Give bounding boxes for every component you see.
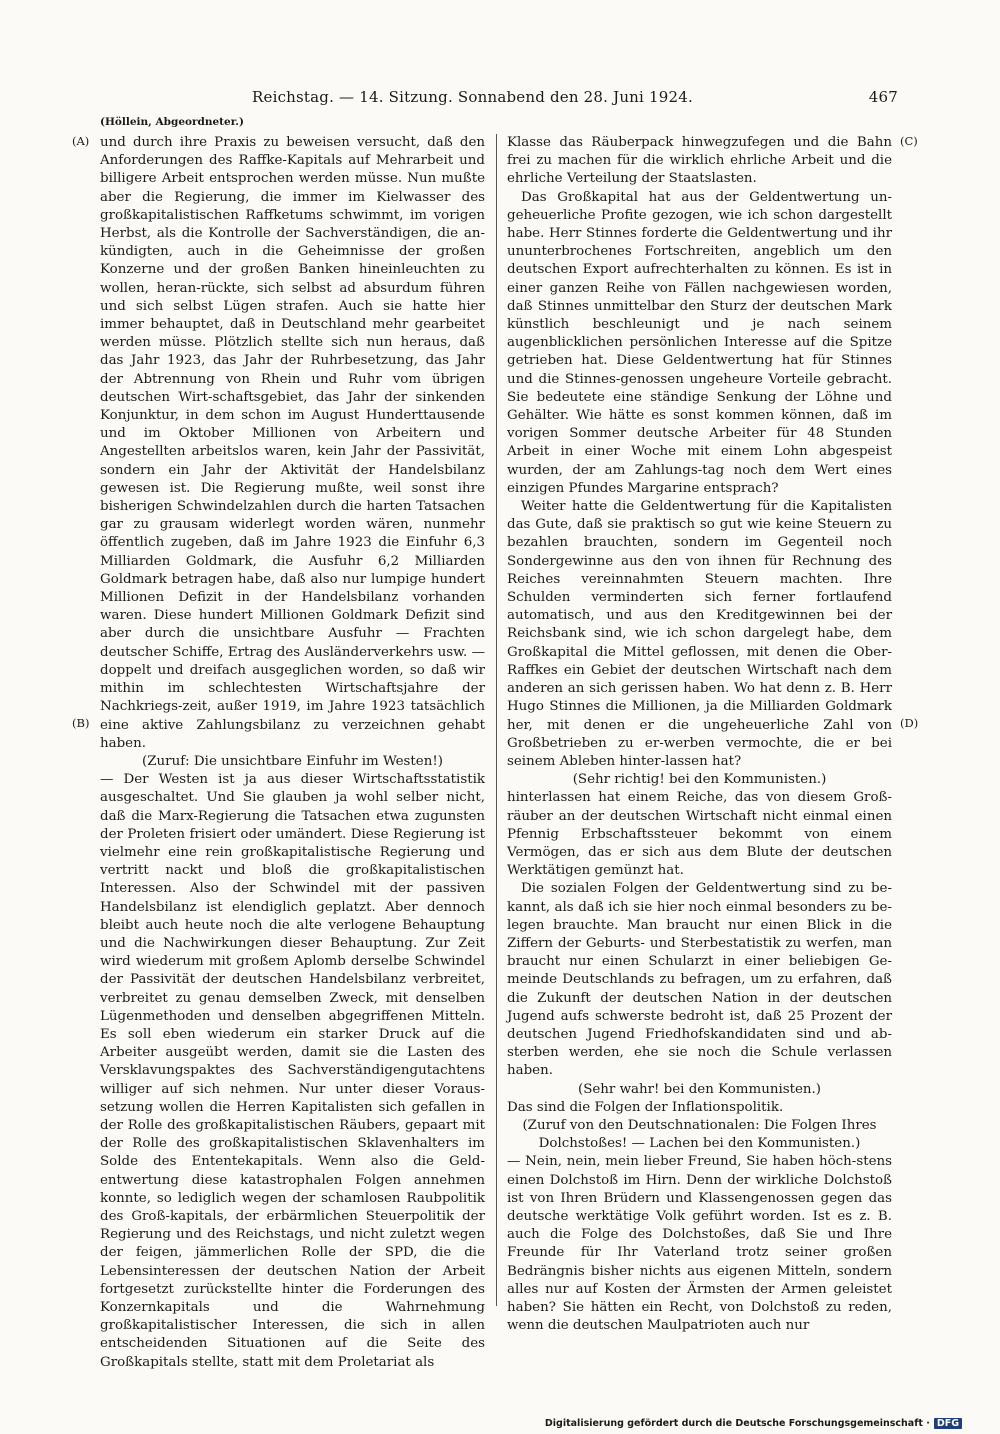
interjection: (Zuruf: Die unsichtbare Einfuhr im Westen!) <box>142 753 443 769</box>
margin-mark-a: (A) <box>72 134 90 148</box>
running-header <box>100 88 898 108</box>
paragraph: — Der Westen ist ja aus dieser Wirtschaftsstatistik ausgeschaltet. Und Sie glauben ja wohl selber nicht, daß die Marx-Regierung die Tatsachen etwa zugunsten der Proleten frisiert oder umändert. Diese Regierung ist vielmehr eine rein großkapitalistische Regierung und vertritt nackt und bloß die großkapitalistischen Interessen. Also der Schwindel mit der passiven Handelsbilanz ist elendiglich geplatzt. Aber dennoch bleibt auch heute noch die alte verlogene Behauptung und die Nachwirkungen dieser Behauptung. Zur Zeit wird wiederum mit großem Aplomb derselbe Schwindel der Passivität der deutschen Handelsbilanz verbreitet, verbreitet zu genau demselben Zweck, mit denselben Lügenmethoden und denselben abgegriffenen Mitteln. Es soll eben wiederum ein starker Druck auf die Arbeiter ausgeübt werden, damit sie die Lasten des Versklavungspaktes des Sachverständigengutachtens williger auf sich nehmen. Nur unter dieser Voraus-setzung wollen die Herren Kapitalisten sich gefallen in der Rolle des großkapitalistischen Räubers, gepaart mit der Rolle des großkapitalistischen Sklavenhalters im Solde des Ententekapitals. Wenn also die Geld-entwertung diese katastrophalen Folgen annehmen konnte, so lediglich wegen der schamlosen Raubpolitik des Groß-kapitals, der erbärmlichen Steuerpolitik der Regierung und des Reichstags, und nicht zuletzt wegen der feigen, jämmerlichen Rolle der SPD, die die Lebensinteressen der deutschen Nation der Arbeit fortgesetzt zurückstellte hinter die Forderungen des Konzernkapitals und die Wahrnehmung großkapitalistischer Interessen, die sich in allen entscheidenden Situationen auf die Seite des Großkapitals stellte, statt mit dem Proletariat als <box>100 772 485 1370</box>
interjection: (Sehr richtig! bei den Kommunisten.) <box>572 772 827 788</box>
paragraph: Das Großkapital hat aus der Geldentwertung un-geheuerliche Profite gezogen, wie ich schon dargestellt habe. Herr Stinnes forderte die Geldentwertung und ihr ununterbrochenes Fortschreiten, angeblich um den deutschen Export aufrechterhalten zu können. Es ist in einer ganzen Reihe von Fällen nachgewiesen worden, daß Stinnes unmittelbar den Sturz der deutschen Mark künstlich beschleunigt und je nach seinem augenblicklichen persönlichen Interesse auf die Spitze getrieben hat. Diese Geldentwertung hat für Stinnes und die Stinnes-genossen ungeheure Vorteile gebracht. Sie bedeutete eine ständige Senkung der Löhne und Gehälter. Wie hätte es sonst kommen können, daß im vorigen Sommer deutsche Arbeiter für 48 Stunden Arbeit in einer Woche mit einem Lohn abgespeist wurden, der am Zahlungs-tag noch dem Wert eines einzigen Pfundes Margarine entsprach? <box>507 189 892 496</box>
interjection: (Zuruf von den Deutschnationalen: Die Folgen Ihres Dolchstoßes! — Lachen bei den Kommunisten.) <box>522 1117 877 1152</box>
page-number: 467 <box>868 88 898 106</box>
paragraph: Das sind die Folgen der Inflationspolitik. <box>507 1099 784 1115</box>
paragraph: Klasse das Räuberpack hinwegzufegen und die Bahn frei zu machen für die wirklich ehrliche Arbeit und die ehrliche Verteilung der Staatslasten. <box>507 135 892 187</box>
left-column <box>100 134 485 1372</box>
credit-text: Digitalisierung gefördert durch die Deutsche Forschungsgemeinschaft · <box>544 1418 930 1429</box>
dfg-logo: DFG <box>934 1418 962 1429</box>
paragraph: und durch ihre Praxis zu beweisen versucht, daß den Anforderungen des Raffke-Kapitals auf Mehrarbeit und billigere Arbeit entsprochen werden müsse. Nun mußte aber die Regierung, die immer im Kielwasser des großkapitalistischen Raffketums schwimmt, im vorigen Herbst, als die Kontrolle der Sachverständigen, die an-kündigten, auch in die Geheimnisse der großen Konzerne und der großen Banken hineinleuchten zu wollen, heran-rückte, sich selbst ad absurdum führen und sich selbst Lügen strafen. Auch sie hatte hier immer behauptet, daß in Deutschland mehr gearbeitet werden müsse. Plötzlich stellte sich nun heraus, daß das Jahr 1923, das Jahr der Ruhrbesetzung, das Jahr der Abtrennung von Rhein und Ruhr vom übrigen deutschen Wirt-schaftsgebiet, das Jahr der sinkenden Konjunktur, in dem schon im August Hunderttausende und im Oktober Millionen von Arbeitern und Angestellten arbeitslos waren, kein Jahr der Passivität, sondern ein Jahr der Aktivität der Handelsbilanz gewesen ist. Die Regierung mußte, weil sonst ihre bisherigen Schwindelzahlen durch die harten Tatsachen gar zu grausam widerlegt worden wären, nunmehr öffentlich zugeben, daß im Jahre 1923 die Einfuhr 6,3 Milliarden Goldmark, die Ausfuhr 6,2 Milliarden Goldmark betragen habe, daß also nur lumpige hundert Millionen Defizit in der Handelsbilanz vorhanden waren. Diese hundert Millionen Goldmark Defizit sind aber durch die unsichtbare Ausfuhr — Frachten deutscher Schiffe, Ertrag des Ausländerverkehrs usw. — doppelt und dreifach ausgeglichen worden, so daß wir mithin im schlechtesten Wirtschaftsjahre der Nachkriegs-zeit, außer 1919, im Jahre 1923 tatsächlich eine aktive Zahlungsbilanz zu verzeichnen gehabt haben. <box>100 135 485 751</box>
digitization-credit <box>545 1418 962 1429</box>
column-divider <box>496 134 497 1306</box>
margin-mark-d: (D) <box>900 716 919 730</box>
interjection: (Sehr wahr! bei den Kommunisten.) <box>577 1081 822 1097</box>
header-title: Reichstag. — 14. Sitzung. Sonnabend den 28. Juni 1924. <box>252 88 693 106</box>
right-column <box>507 134 892 1335</box>
margin-mark-b: (B) <box>72 716 90 730</box>
margin-mark-c: (C) <box>900 134 918 148</box>
paragraph: Weiter hatte die Geldentwertung für die Kapitalisten das Gute, daß sie praktisch so gut wie keine Steuern zu bezahlen brauchten, sondern im Gegenteil noch Sondergewinne aus den von ihnen für Rechnung des Reiches vereinnahmten Steuern machten. Ihre Schulden verminderten sich ferner fortlaufend automatisch, und aus den Kreditgewinnen bei der Reichsbank sind, wie ich schon dargelegt habe, dem Großkapital die Mittel geflossen, mit denen die Ober-Raffkes ein Gebiet der deutschen Wirtschaft nach dem anderen an sich gerissen haben. Wo hat denn z. B. Herr Hugo Stinnes die Millionen, ja die Milliarden Goldmark her, mit denen er die ungeheuerliche Zahl von Großbetrieben zu er-werben vermochte, die er bei seinem Ableben hinter-lassen hat? <box>507 499 892 769</box>
speaker-label: (Höllein, Abgeordneter.) <box>100 116 244 128</box>
paragraph: Die sozialen Folgen der Geldentwertung sind zu be-kannt, als daß ich sie hier noch einmal besonders zu be-legen brauchte. Man braucht nur einen Blick in die Ziffern der Geburts- und Sterbestatistik zu werfen, man braucht nur einen Schularzt in einer beliebigen Ge-meinde Deutschlands zu befragen, um zu erfahren, daß die Zukunft der deutschen Nation in der deutschen Jugend aufs schwerste bedroht ist, daß 25 Prozent der deutschen Jugend Friedhofskandidaten sind und ab-sterben werden, ehe sie noch die Schule verlassen haben. <box>507 881 892 1079</box>
paragraph: hinterlassen hat einem Reiche, das von diesem Groß-räuber an der deutschen Wirtschaft nicht einmal einen Pfennig Erbschaftssteuer bekommt von einem Vermögen, das er sich aus dem Blute der deutschen Werktätigen gemünzt hat. <box>507 790 892 879</box>
paragraph: — Nein, nein, mein lieber Freund, Sie haben höch-stens einen Dolchstoß im Hirn. Denn der wirkliche Dolchstoß ist von Ihren Brüdern und Klassengenossen gegen das deutsche werktätige Volk geführt worden. Ist es z. B. auch die Folge des Dolchstoßes, daß Sie und Ihre Freunde für Ihr Vaterland trotz seiner großen Bedrängnis bisher nichts aus eigenen Mitteln, sondern alles nur auf Kosten der Ärmsten der Armen geleistet haben? Sie hätten ein Recht, von Dolchstoß zu reden, wenn die deutschen Maulpatrioten auch nur <box>507 1154 892 1334</box>
